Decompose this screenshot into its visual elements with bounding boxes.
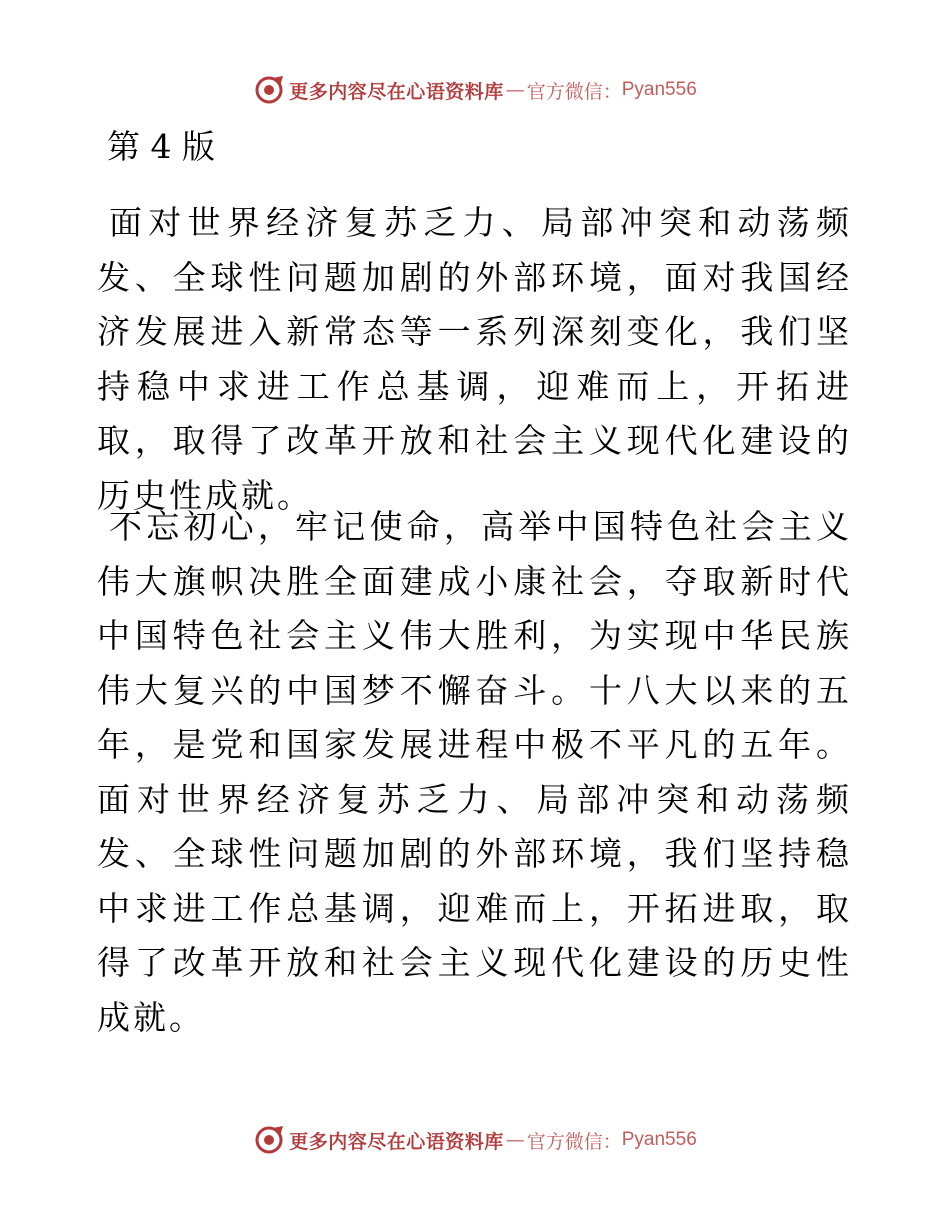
header-watermark xyxy=(0,68,950,112)
page-heading: 第 4 版 xyxy=(107,127,215,166)
watermark-dash: — xyxy=(505,1129,525,1151)
watermark-brand: 更多内容尽在心语资料库 xyxy=(289,80,504,103)
paragraph-1: 面对世界经济复苏乏力、局部冲突和动荡频发、全球性问题加剧的外部环境，面对我国经济发展进入新常态等一系列深刻变化，我们坚持稳中求进工作总基调，迎难而上，开拓进取，取得了改革开放和社会主义现代化建设的历史性成就。 xyxy=(97,203,852,515)
watermark-brand: 更多内容尽在心语资料库 xyxy=(289,1130,504,1153)
watermark-label: 官方微信： xyxy=(526,1130,622,1153)
watermark-dash: — xyxy=(505,79,525,101)
logo-icon xyxy=(253,1124,285,1156)
footer-watermark xyxy=(0,1118,950,1162)
watermark-label: 官方微信： xyxy=(526,80,622,103)
watermark-id: Pyan556 xyxy=(621,79,697,100)
watermark-id: Pyan556 xyxy=(621,1129,697,1150)
paragraph-2: 不忘初心，牢记使命，高举中国特色社会主义伟大旗帜决胜全面建成小康社会，夺取新时代中国特色社会主义伟大胜利，为实现中华民族伟大复兴的中国梦不懈奋斗。十八大以来的五年，是党和国家发展进程中极不平凡的五年。面对世界经济复苏乏力、局部冲突和动荡频发、全球性问题加剧的外部环境，我们坚持稳中求进工作总基调，迎难而上，开拓进取，取得了改革开放和社会主义现代化建设的历史性成就。 xyxy=(97,507,852,1037)
logo-icon xyxy=(253,74,285,106)
